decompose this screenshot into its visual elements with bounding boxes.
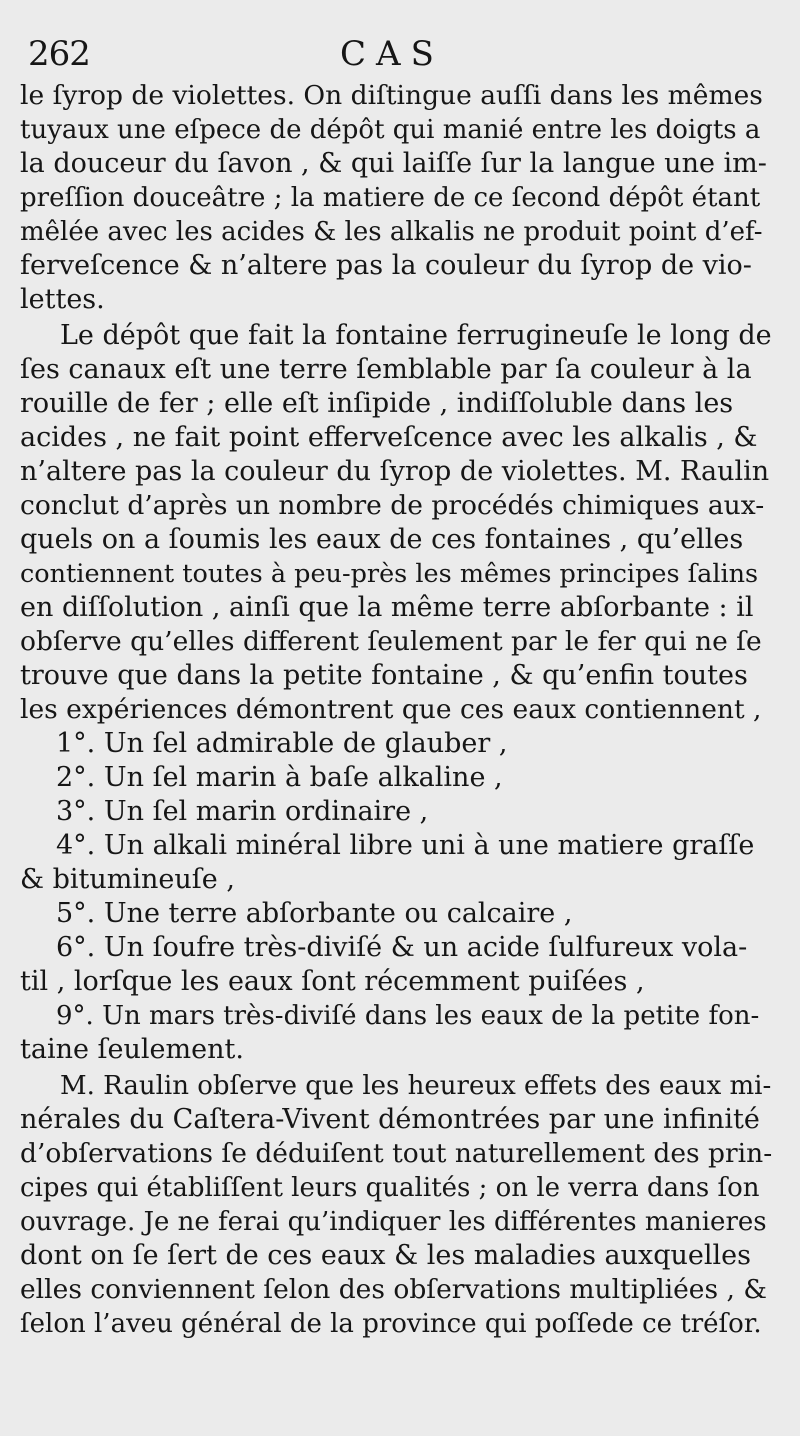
text-line: obſerve qu’elles different ſeulement par le fer qui ne ſe [20,626,762,657]
text-line: les expériences démontrent que ces eaux contiennent , [20,694,762,725]
list-item: 3°. Un ſel marin ordinaire , [56,796,429,827]
text-line: ſes canaux eſt une terre ſemblable par ſa couleur à la [20,354,752,385]
page-number: 262 [28,34,90,74]
text-line: ferveſcence & n’altere pas la couleur du ſyrop de vio- [20,250,752,281]
list-item: 4°. Un alkali minéral libre uni à une matiere graſſe [56,830,755,861]
list-item: 2°. Un ſel marin à baſe alkaline , [56,762,503,793]
text-line: ſelon l’aveu général de la province qui poſſede ce tréſor. [20,1309,762,1339]
text-line: mêlée avec les acides & les alkalis ne produit point d’ef- [20,217,763,247]
text-line: trouve que dans la petite fontaine , & qu’enfin toutes [20,660,748,691]
text-line: dont on ſe ſert de ces eaux & les maladies auxquelles [20,1240,752,1271]
running-head: CAS [340,34,444,74]
list-item: 5°. Une terre abſorbante ou calcaire , [56,898,573,929]
text-line: & bitumineuſe , [20,864,235,895]
text-line: acides , ne fait point efferveſcence avec les alkalis , & [20,422,758,453]
text-line: taine ſeulement. [20,1034,244,1065]
text-line: rouille de fer ; elle eſt inſipide , indiſſoluble dans les [20,388,734,419]
list-item: 6°. Un ſoufre très-diviſé & un acide ſulfureux vola- [56,932,748,963]
text-line: le ſyrop de violettes. On diſtingue auſſi dans les mêmes [20,80,763,111]
text-line: quels on a ſoumis les eaux de ces fontaines , qu’elles [20,524,744,555]
page-header [28,34,778,78]
list-item: 9°. Un mars très-diviſé dans les eaux de la petite fon- [56,1001,760,1031]
text-line: conclut d’après un nombre de procédés chimiques aux- [20,490,765,521]
text-line: elles conviennent ſelon des obſervations multipliées , & [20,1274,767,1305]
text-line: n’altere pas la couleur du ſyrop de violettes. M. Raulin [20,456,770,487]
text-line: contiennent toutes à peu-près les mêmes principes ſalins [20,559,759,589]
text-line: M. Raulin obſerve que les heureux effets des eaux mi- [60,1071,772,1101]
text-line: lettes. [20,284,105,315]
text-line: la douceur du ſavon , & qui laiſſe ſur la langue une im- [20,148,767,179]
text-line: til , lorſque les eaux ſont récemment puiſées , [20,966,645,997]
text-line: ouvrage. Je ne ferai qu’indiquer les différentes manieres [20,1207,767,1237]
text-line: nérales du Caſtera-Vivent démontrées par une infinité [20,1104,760,1135]
list-item: 1°. Un ſel admirable de glauber , [56,728,508,759]
text-line: en diſſolution , ainſi que la même terre abſorbante : il [20,592,754,623]
text-line: tuyaux une eſpece de dépôt qui manié entre les doigts a [20,115,761,145]
text-line: d’obſervations ſe déduiſent tout naturellement des prin- [20,1138,773,1169]
text-line: preſſion douceâtre ; la matiere de ce ſecond dépôt étant [20,183,761,213]
text-line: cipes qui établiſſent leurs qualités ; on le verra dans ſon [20,1173,760,1203]
text-line: Le dépôt que fait la fontaine ferrugineuſe le long de [60,320,772,351]
